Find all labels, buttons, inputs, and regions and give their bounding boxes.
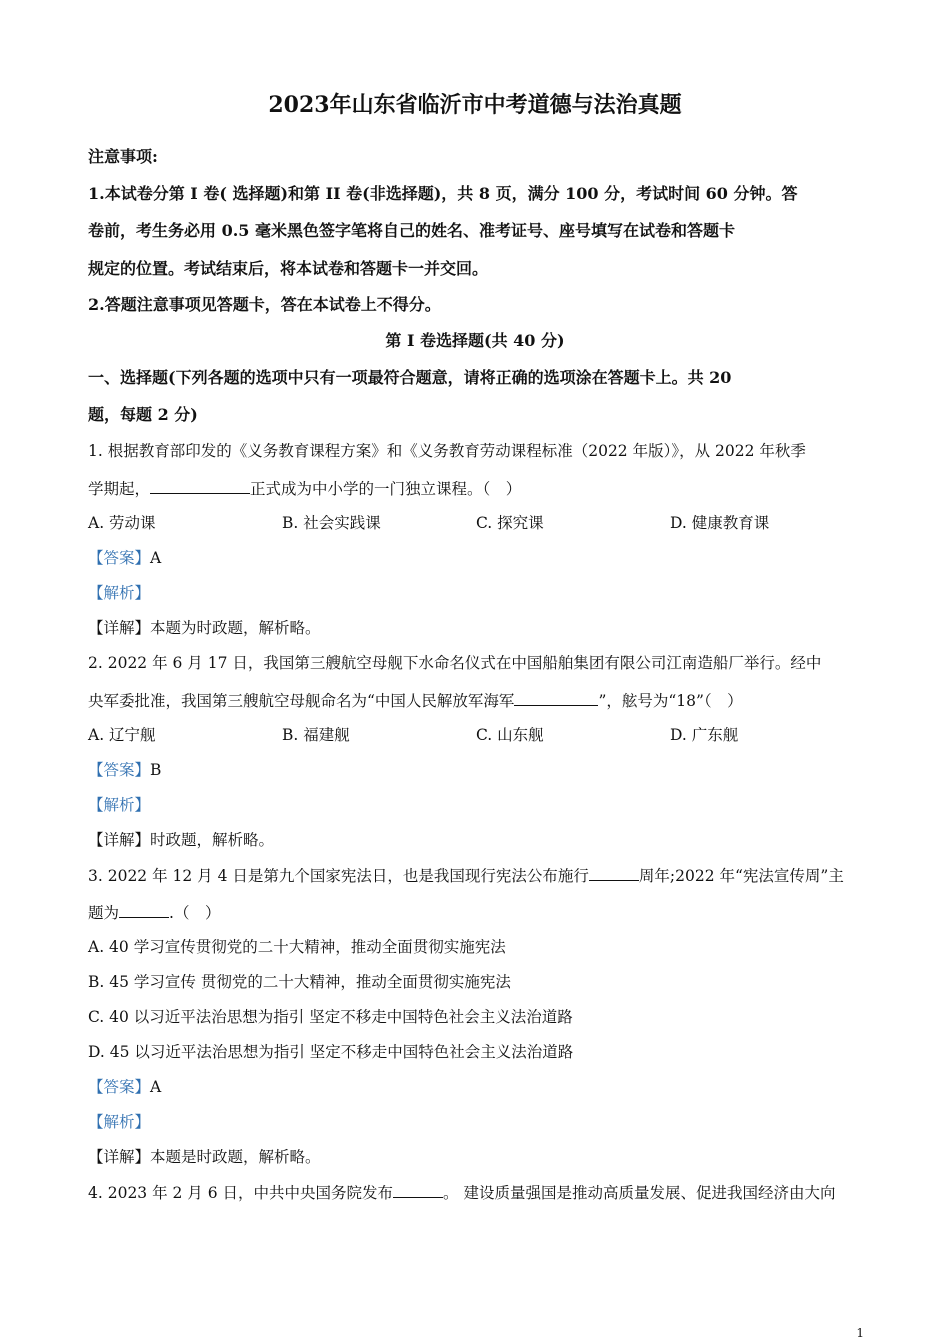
detail-label: 【详解】 — [88, 619, 151, 637]
answer-label: 【答案】 — [88, 549, 151, 567]
q3-detail — [88, 1146, 864, 1168]
q2-option-b: B. 福建舰 — [282, 726, 350, 744]
q1-detail — [88, 617, 864, 639]
q1-stem-text-b: 正式成为中小学的一门独立课程。（ ） — [250, 480, 522, 498]
q2-detail-text: 时政题，解析略。 — [150, 831, 275, 849]
q3-stem-line-2 — [88, 901, 864, 924]
q1-answer-value: A — [150, 549, 162, 567]
q4-stem-text-a: 4. 2023 年 2 月 6 日，中共中央国务院发布 — [88, 1184, 394, 1202]
q3-option-c: C. 40 以习近平法治思想为指引 坚定不移走中国特色社会主义法治道路 — [88, 1008, 573, 1026]
q2-option-d: D. 广东舰 — [670, 726, 739, 744]
q4-stem-line-1 — [88, 1181, 864, 1204]
section-title: 第 I 卷选择题(共 40 分) — [385, 331, 565, 350]
detail-label: 【详解】 — [88, 831, 151, 849]
q2-option-a: A. 辽宁舰 — [88, 726, 156, 744]
q2-stem-text-a: 央军委批准，我国第三艘航空母舰命名为“中国人民解放军海军 — [88, 692, 515, 710]
q4-blank — [393, 1181, 443, 1198]
q3-option-d: D. 45 以习近平法治思想为指引 坚定不移走中国特色社会主义法治道路 — [88, 1043, 574, 1061]
q2-stem-line-2 — [88, 689, 864, 712]
notice-item-2: 2.答题注意事项见答题卡，答在本试卷上不得分。 — [88, 295, 441, 314]
q1-option-b: B. 社会实践课 — [282, 514, 381, 532]
q1-blank — [150, 477, 250, 494]
q1-stem-line-1: 1. 根据教育部印发的《义务教育课程方案》和《义务教育劳动课程标准（2022 年版）》，从 2022 年秋季 — [88, 442, 806, 460]
q2-option-c: C. 山东舰 — [476, 726, 544, 744]
q1-answer — [88, 547, 864, 569]
q1-stem-line-2 — [88, 477, 864, 500]
q2-stem-text-b: ”，舷号为“18”（ ） — [598, 692, 743, 710]
page-title: 2023年山东省临沂市中考道德与法治真题 — [268, 92, 682, 118]
q2-answer-value: B — [150, 761, 162, 779]
q1-option-a: A. 劳动课 — [88, 514, 156, 532]
q3-answer — [88, 1076, 864, 1098]
q3-blank-2 — [119, 901, 169, 918]
q1-stem-text-a: 学期起， — [88, 480, 151, 498]
q1-option-c: C. 探究课 — [476, 514, 544, 532]
q3-analysis-label: 【解析】 — [88, 1113, 151, 1131]
q2-detail — [88, 829, 864, 851]
q3-blank-1 — [589, 864, 639, 881]
q3-detail-text: 本题是时政题，解析略。 — [150, 1148, 321, 1166]
q2-stem-line-1: 2. 2022 年 6 月 17 日，我国第三艘航空母舰下水命名仪式在中国船舶集团有限公司江南造船厂举行。经中 — [88, 654, 822, 672]
notice-heading: 注意事项: — [88, 147, 158, 166]
q1-analysis-label: 【解析】 — [88, 584, 151, 602]
q3-answer-value: A — [150, 1078, 162, 1096]
q3-stem-text-d: .（ ） — [169, 904, 221, 922]
part1-instruction-line-2: 题，每题 2 分) — [88, 405, 198, 424]
page-number: 1 — [856, 1326, 864, 1340]
notice-item-1-line-2: 卷前，考生务必用 0.5 毫米黑色签字笔将自己的姓名、准考证号、座号填写在试卷和答题卡 — [88, 221, 735, 240]
q2-blank — [514, 689, 598, 706]
q3-stem-text-c: 题为 — [88, 904, 120, 922]
q2-analysis-label: 【解析】 — [88, 796, 151, 814]
answer-label: 【答案】 — [88, 1078, 151, 1096]
part1-instruction-line-1: 一、选择题(下列各题的选项中只有一项最符合题意，请将正确的选项涂在答题卡上。共 20 — [88, 368, 732, 387]
notice-item-1-line-3: 规定的位置。考试结束后，将本试卷和答题卡一并交回。 — [88, 259, 489, 278]
q1-detail-text: 本题为时政题，解析略。 — [150, 619, 321, 637]
q4-stem-text-b: 。 建设质量强国是推动高质量发展、促进我国经济由大向 — [443, 1184, 836, 1202]
detail-label: 【详解】 — [88, 1148, 151, 1166]
q3-option-b: B. 45 学习宣传 贯彻党的二十大精神，推动全面贯彻实施宪法 — [88, 973, 511, 991]
q3-option-a: A. 40 学习宣传贯彻党的二十大精神，推动全面贯彻实施宪法 — [88, 938, 506, 956]
q3-stem-text-b: 周年;2022 年“宪法宣传周”主 — [638, 867, 844, 885]
answer-label: 【答案】 — [88, 761, 151, 779]
q3-stem-line-1 — [88, 864, 864, 887]
q2-answer — [88, 759, 864, 781]
q1-option-d: D. 健康教育课 — [670, 514, 770, 532]
notice-item-1-line-1: 1.本试卷分第 I 卷( 选择题)和第 II 卷(非选择题)，共 8 页，满分 100 分，考试时间 60 分钟。答 — [88, 184, 798, 203]
q3-stem-text-a: 3. 2022 年 12 月 4 日是第九个国家宪法日，也是我国现行宪法公布施行 — [88, 867, 589, 885]
